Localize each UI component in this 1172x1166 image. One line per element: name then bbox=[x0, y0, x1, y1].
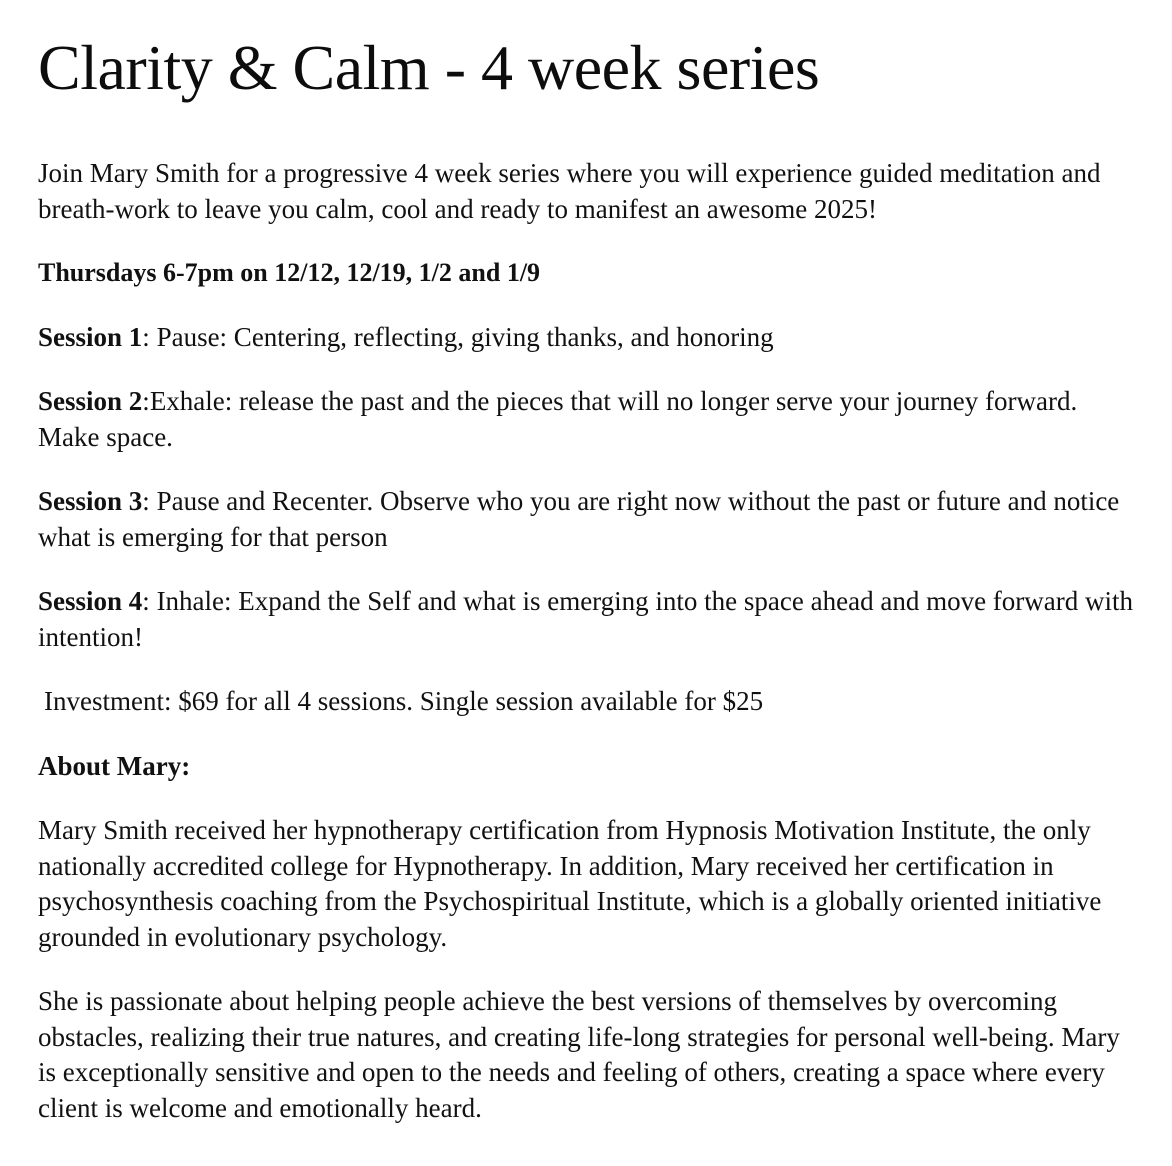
session-description: Exhale: release the past and the pieces that will no longer serve your journey forward. Make space. bbox=[38, 386, 1078, 452]
session-label: Session 1 bbox=[38, 321, 143, 352]
session-item-2 bbox=[38, 384, 1138, 455]
session-description: Pause and Recenter. Observe who you are right now without the past or future and notice what is emerging for that person bbox=[38, 486, 1120, 552]
session-label: Session 4 bbox=[38, 586, 143, 616]
session-separator: : bbox=[142, 386, 150, 416]
session-item-3 bbox=[38, 484, 1138, 555]
session-item-4 bbox=[38, 584, 1138, 655]
session-description: Inhale: Expand the Self and what is emerging into the space ahead and move forward with intention! bbox=[38, 586, 1134, 652]
session-separator: : bbox=[142, 586, 157, 616]
session-label: Session 3 bbox=[38, 486, 143, 516]
page-title: Clarity & Calm - 4 week series bbox=[38, 32, 820, 103]
about-paragraph-1: Mary Smith received her hypnotherapy certification from Hypnosis Motivation Institute, the only nationally accredited college for Hypnotherapy. In addition, Mary received her certification in psychosynthesis coaching from the Psychospiritual Institute, which is a globally oriented initiative grounded in evolutionary psychology. bbox=[38, 815, 1102, 952]
session-separator: : bbox=[142, 321, 157, 352]
session-label: Session 2 bbox=[38, 386, 143, 416]
intro-paragraph: Join Mary Smith for a progressive 4 week series where you will experience guided meditation and breath-work to leave you calm, cool and ready to manifest an awesome 2025! bbox=[38, 158, 1101, 224]
session-item-1 bbox=[38, 320, 1138, 356]
session-separator: : bbox=[142, 486, 157, 516]
investment-line: Investment: $69 for all 4 sessions. Single session available for $25 bbox=[44, 686, 764, 716]
schedule-line: Thursdays 6-7pm on 12/12, 12/19, 1/2 and 1/9 bbox=[38, 258, 541, 287]
about-heading: About Mary: bbox=[38, 750, 191, 781]
document-page bbox=[38, 0, 1138, 1126]
about-paragraph-2: She is passionate about helping people achieve the best versions of themselves by overcoming obstacles, realizing their true natures, and creating life-long strategies for personal well-being. Mary is exceptionally sensitive and open to the needs and feeling of others, creating a space where every client is welcome and emotionally heard. bbox=[38, 986, 1120, 1123]
session-description: Pause: Centering, reflecting, giving thanks, and honoring bbox=[156, 321, 774, 352]
